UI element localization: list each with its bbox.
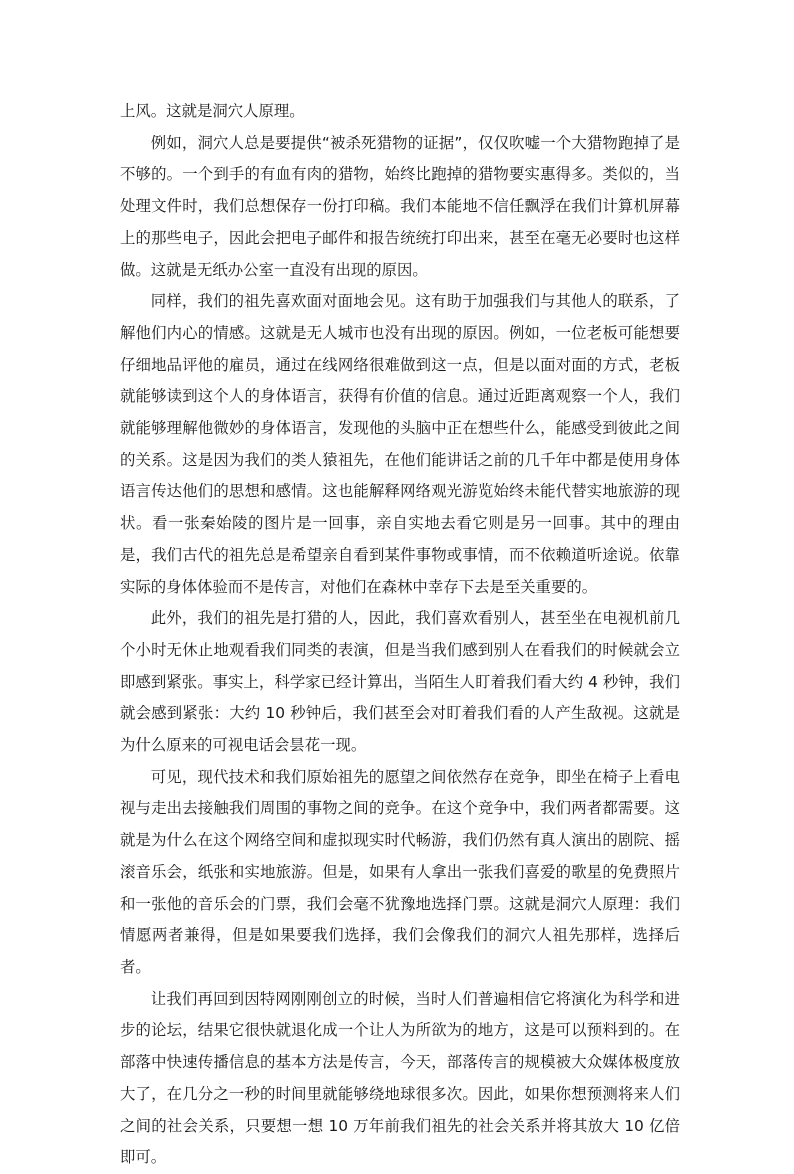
- paragraph-4: 此外，我们的祖先是打猎的人，因此，我们喜欢看别人，甚至坐在电视机前几个小时无休止地观看我们同类的表演，但是当我们感到别人在看我们的时候就会立即感到紧张。事实上，科学家已经计算出，当陌生人盯着我们看大约 4 秒钟，我们就会感到紧张：大约 10 秒钟后，我们甚至会对盯着我们看的人产生敌视。这就是为什么原来的可视电话会昙花一现。: [120, 609, 680, 755]
- paragraph-5: 可见，现代技术和我们原始祖先的愿望之间依然存在竞争，即坐在椅子上看电视与走出去接触我们周围的事物之间的竞争。在这个竞争中，我们两者都需要。这就是为什么在这个网络空间和虚拟现实时代畅游，我们仍然有真人演出的剧院、摇滚音乐会，纸张和实地旅游。但是，如果有人拿出一张我们喜爱的歌星的免费照片和一张他的音乐会的门票，我们会毫不犹豫地选择门票。这就是洞穴人原理：我们情愿两者兼得，但是如果要我们选择，我们会像我们的洞穴人祖先那样，选择后者。: [120, 767, 680, 976]
- paragraph-6: 让我们再回到因特网刚刚创立的时候，当时人们普遍相信它将演化为科学和进步的论坛，结果它很快就退化成一个让人为所欲为的地方，这是可以预料到的。在部落中快速传播信息的基本方法是传言，今天，部落传言的规模被大众媒体极度放大了，在几分之一秒的时间里就能够绕地球很多次。因此，如果你想预测将来人们之间的社会关系，只要想一想 10 万年前我们祖先的社会关系并将其放大 10 亿倍即可。: [120, 989, 680, 1167]
- paragraph-3: 同样，我们的祖先喜欢面对面地会见。这有助于加强我们与其他人的联系，了解他们内心的情感。这就是无人城市也没有出现的原因。例如，一位老板可能想要仔细地品评他的雇员，通过在线网络很难做到这一点，但是以面对面的方式，老板就能够读到这个人的身体语言，获得有价值的信息。通过近距离观察一个人，我们就能够理解他微妙的身体语言，发现他的头脑中正在想些什么，能感受到彼此之间的关系。这是因为我们的类人猿祖先，在他们能讲话之前的几千年中都是使用身体语言传达他们的思想和感情。这也能解释网络观光游览始终未能代替实地旅游的现状。看一张秦始陵的图片是一回事，亲自实地去看它则是另一回事。其中的理由是，我们古代的祖先总是希望亲自看到某件事物或事情，而不依赖道听途说。依靠实际的身体体验而不是传言，对他们在森林中幸存下去是至关重要的。: [120, 292, 680, 596]
- document-page: [120, 96, 680, 1174]
- paragraph-1: 上风。这就是洞穴人原理。: [120, 102, 305, 120]
- paragraph-2: 例如，洞穴人总是要提供“被杀死猎物的证据”，仅仅吹嘘一个大猎物跑掉了是不够的。一个到手的有血有肉的猎物，始终比跑掉的猎物要实惠得多。类似的，当处理文件时，我们总想保存一份打印稿。我们本能地不信任飘浮在我们计算机屏幕上的那些电子，因此会把电子邮件和报告统统打印出来，甚至在毫无必要时也这样做。这就是无纸办公室一直没有出现的原因。: [120, 133, 680, 279]
